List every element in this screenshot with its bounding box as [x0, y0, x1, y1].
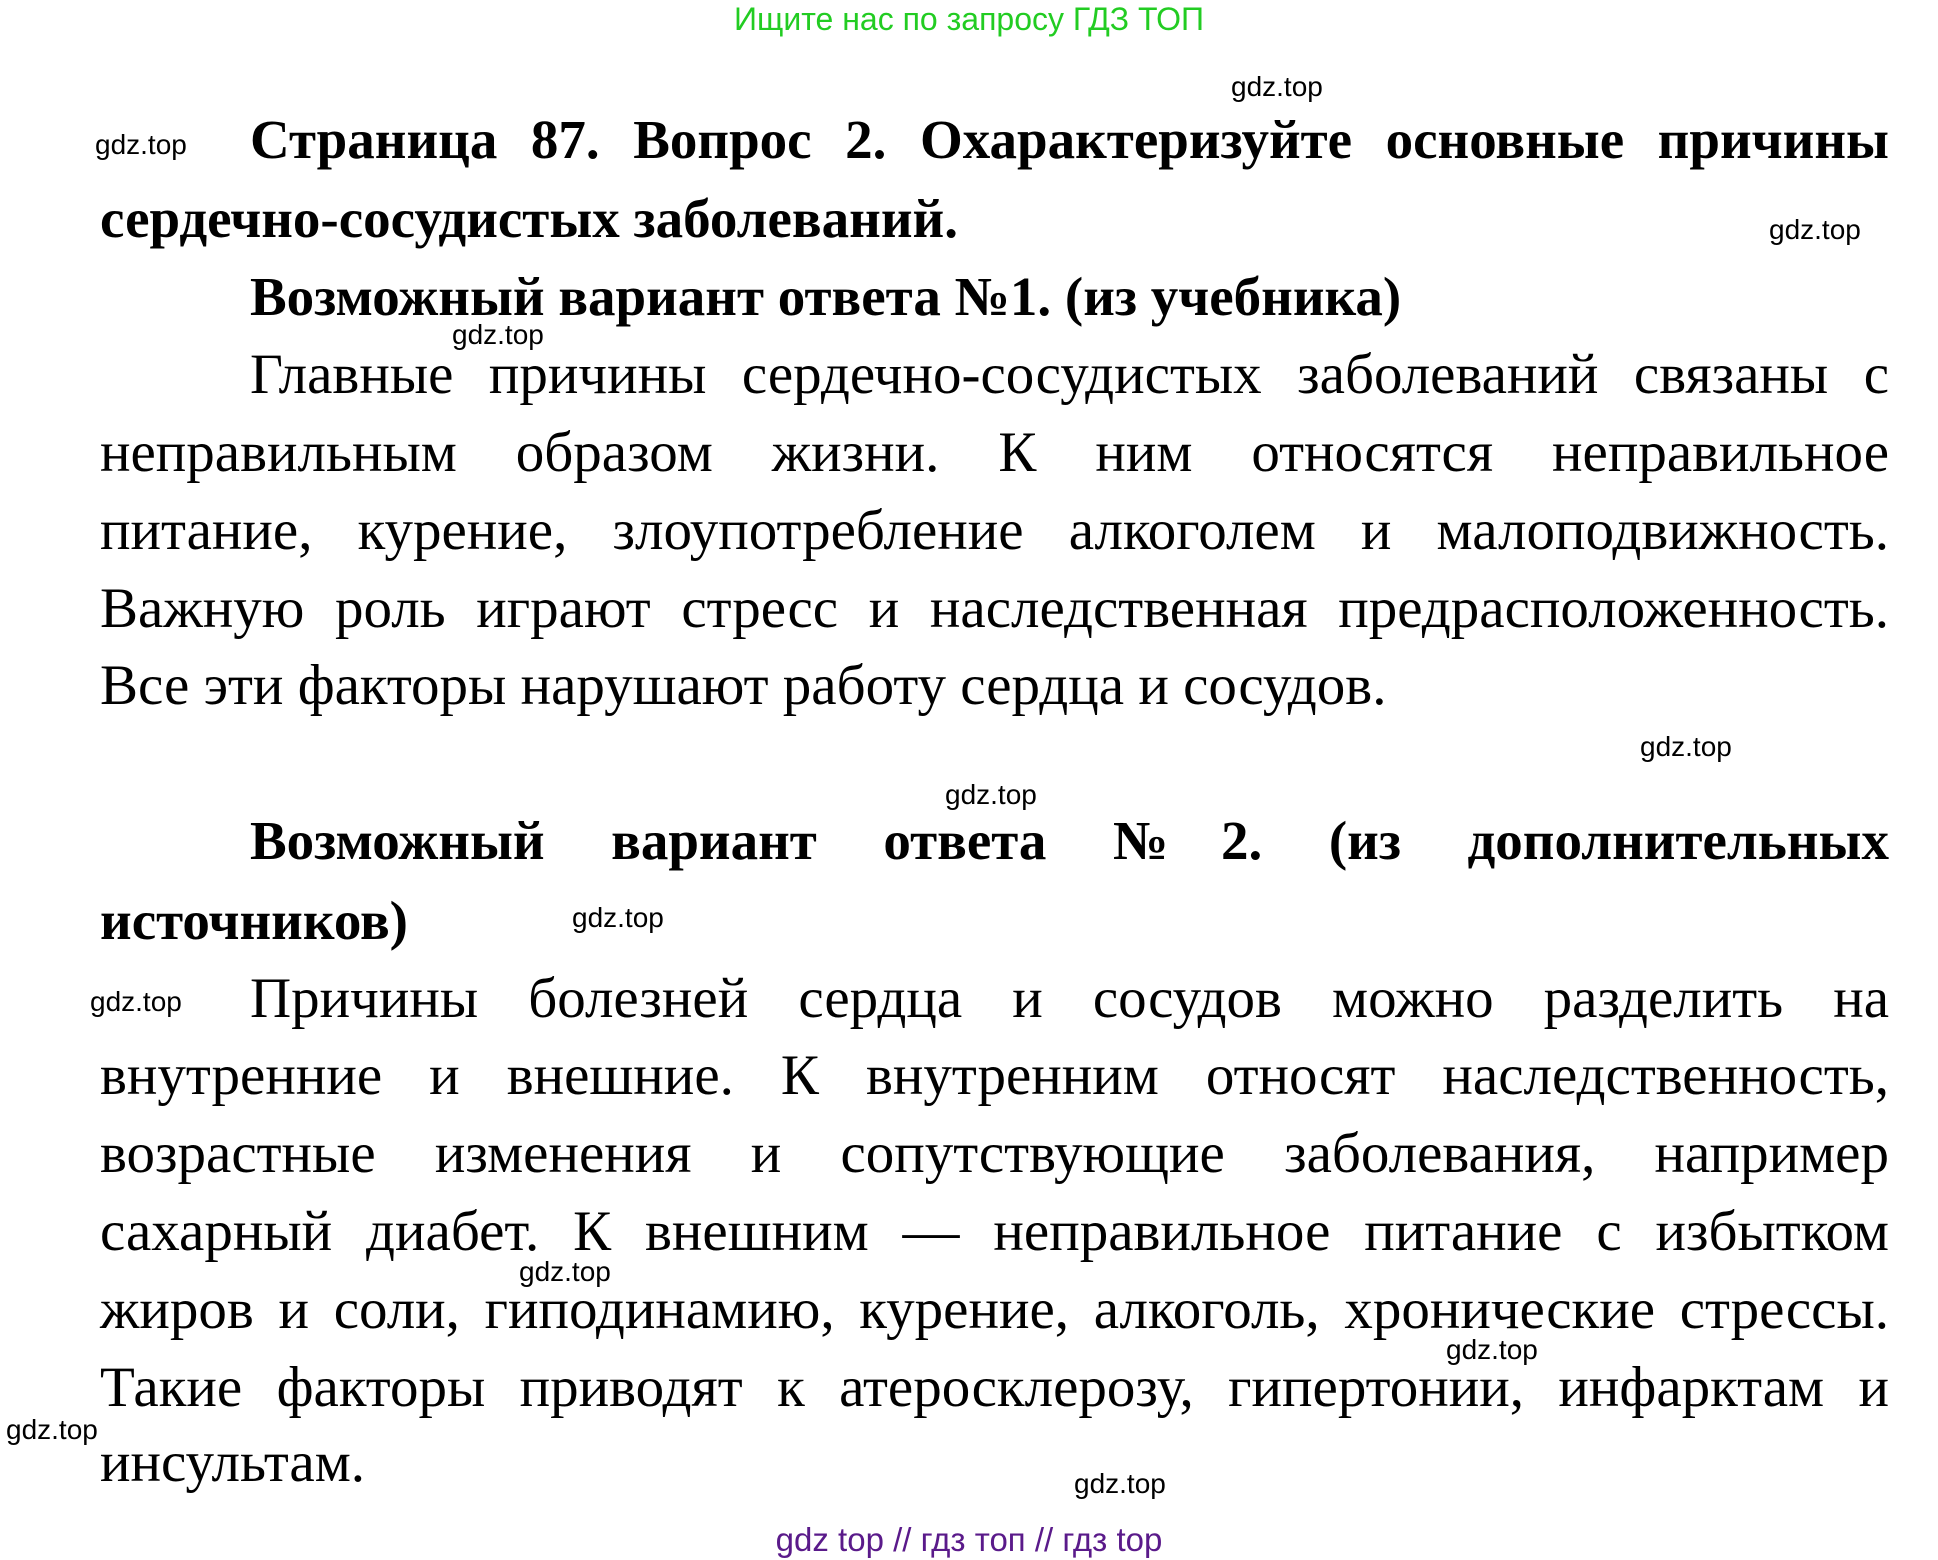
answer1-line: питание, курение, злоупотребление алкоголем и малоподвижность.: [100, 499, 1889, 562]
watermark: gdz.top: [1640, 731, 1732, 762]
answer2-line: жиров и соли, гиподинамию, курение, алкоголь, хронические стрессы.: [100, 1278, 1889, 1341]
answer1-heading: Возможный вариант ответа №1. (из учебника): [250, 266, 1402, 327]
watermark: gdz.top: [1074, 1468, 1166, 1499]
answer2-line: инсультам.: [100, 1431, 366, 1494]
answer1-line: Важную роль играют стресс и наследственная предрасположенность.: [100, 577, 1889, 640]
watermark: gdz.top: [519, 1256, 611, 1287]
answer1-line: Все эти факторы нарушают работу сердца и сосудов.: [100, 654, 1387, 717]
answer2-line: возрастные изменения и сопутствующие заболевания, например: [100, 1122, 1889, 1185]
watermark: gdz.top: [95, 129, 187, 160]
watermark: gdz.top: [1446, 1334, 1538, 1365]
watermark: gdz.top: [572, 902, 664, 933]
title-line-1: Страница 87. Вопрос 2. Охарактеризуйте основные причины: [250, 109, 1889, 170]
answer2-heading-line-1: Возможный вариант ответа №2. (из дополнительных: [250, 810, 1889, 871]
title-line-2: сердечно-сосудистых заболеваний.: [100, 188, 958, 249]
answer1-line: Главные причины сердечно-сосудистых заболеваний связаны с: [250, 343, 1889, 406]
watermark: gdz.top: [1769, 214, 1861, 245]
watermark: gdz.top: [1231, 71, 1323, 102]
answer2-line: внутренние и внешние. К внутренним относят наследственность,: [100, 1044, 1889, 1107]
answer2-line: сахарный диабет. К внешним — неправильное питание с избытком: [100, 1200, 1889, 1263]
answer2-line: Причины болезней сердца и сосудов можно разделить на: [250, 967, 1889, 1030]
footer-banner: gdz top // гдз топ // гдз top: [775, 1521, 1163, 1558]
search-banner: Ищите нас по запросу ГДЗ ТОП: [734, 1, 1204, 37]
watermark: gdz.top: [90, 986, 182, 1017]
answer2-heading-line-2: источников): [100, 890, 408, 951]
answer1-line: неправильным образом жизни. К ним относятся неправильное: [100, 421, 1889, 484]
watermark: gdz.top: [6, 1414, 98, 1445]
watermark: gdz.top: [452, 319, 544, 350]
watermark: gdz.top: [945, 779, 1037, 810]
answer2-line: Такие факторы приводят к атеросклерозу, гипертонии, инфарктам и: [100, 1356, 1889, 1419]
